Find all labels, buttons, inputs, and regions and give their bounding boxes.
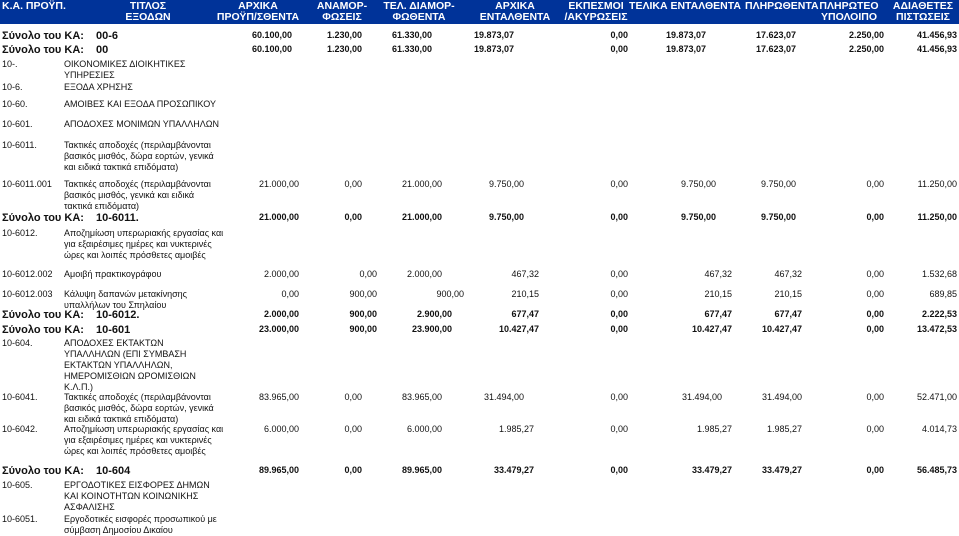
text-line: ΑΠΟΔΟΧΕΣ ΕΚΤΑΚΤΩΝ bbox=[64, 338, 164, 348]
text-line: ΦΩΣΕΙΣ bbox=[322, 11, 362, 23]
text-line: ΠΛΗΡΩΘΕΝΤΑ bbox=[745, 0, 819, 12]
amount-cell: 33.479,27 bbox=[761, 465, 802, 475]
amount-cell: 41.456,93 bbox=[916, 30, 957, 40]
amount-cell: 89.965,00 bbox=[258, 465, 299, 475]
amount-cell: 0,00 bbox=[344, 212, 362, 222]
text-line: ΑΠΟΔΟΧΕΣ ΜΟΝΙΜΩΝ ΥΠΑΛΛΗΛΩΝ bbox=[64, 119, 220, 129]
total-label: Σύνολο του ΚΑ: bbox=[2, 465, 84, 477]
header-initial-budget bbox=[212, 1, 304, 23]
text-line: ΑΔΙΑΘΕΤΕΣ bbox=[892, 0, 954, 12]
account-code: 10-6012. bbox=[2, 228, 38, 238]
amount-cell: 0,00 bbox=[610, 424, 628, 434]
amount-cell: 41.456,93 bbox=[916, 44, 957, 54]
amount-cell: 2.250,00 bbox=[848, 44, 884, 54]
amount-cell: 21.000,00 bbox=[258, 179, 299, 189]
amount-cell: 61.330,00 bbox=[391, 44, 432, 54]
header-paid bbox=[745, 0, 819, 12]
amount-cell: 0,00 bbox=[610, 309, 628, 319]
text-line: βασικός μισθός, δώρα εορτών, γενικά bbox=[64, 403, 214, 413]
amount-cell: 210,15 bbox=[704, 289, 732, 299]
account-code: 10-601. bbox=[2, 119, 33, 129]
amount-cell: 0,00 bbox=[281, 289, 299, 299]
amount-cell: 89.965,00 bbox=[401, 465, 442, 475]
amount-cell: 13.472,53 bbox=[916, 324, 957, 334]
header-payable-balance bbox=[815, 1, 883, 23]
amount-cell: 11.250,00 bbox=[917, 212, 957, 222]
header-unallocated-credits bbox=[888, 1, 958, 23]
amount-cell: 0,00 bbox=[866, 269, 884, 279]
account-title bbox=[64, 269, 161, 280]
amount-cell: 0,00 bbox=[610, 392, 628, 402]
amount-cell: 9.750,00 bbox=[760, 179, 796, 189]
amount-cell: 0,00 bbox=[610, 289, 628, 299]
amount-cell: 0,00 bbox=[866, 324, 884, 334]
total-label: Σύνολο του ΚΑ: bbox=[2, 30, 84, 42]
text-line: υπαλλήλων του Σπηλαίου bbox=[64, 300, 167, 310]
amount-cell: 9.750,00 bbox=[488, 212, 524, 222]
text-line: και ειδικά τακτικά επιδόματα) bbox=[64, 414, 179, 424]
amount-cell: 689,85 bbox=[929, 289, 957, 299]
amount-cell: 467,32 bbox=[704, 269, 732, 279]
text-line: ΗΜΕΡΟΜΙΣΘΙΩΝ ΩΡΟΜΙΣΘΙΩΝ bbox=[64, 371, 196, 381]
text-line: ΤΕΛ. ΔΙΑΜΟΡ- bbox=[383, 0, 455, 12]
amount-cell: 1.985,27 bbox=[696, 424, 732, 434]
amount-cell: 0,00 bbox=[610, 30, 628, 40]
account-title bbox=[64, 179, 211, 212]
amount-cell: 677,47 bbox=[511, 309, 539, 319]
amount-cell: 4.014,73 bbox=[921, 424, 957, 434]
amount-cell: 0,00 bbox=[610, 44, 628, 54]
amount-cell: 61.330,00 bbox=[391, 30, 432, 40]
text-line: ΑΡΧΙΚΑ bbox=[238, 0, 278, 12]
amount-cell: 0,00 bbox=[866, 392, 884, 402]
amount-cell: 60.100,00 bbox=[251, 30, 292, 40]
amount-cell: 900,00 bbox=[349, 324, 377, 334]
amount-cell: 21.000,00 bbox=[258, 212, 299, 222]
total-label: Σύνολο του ΚΑ: bbox=[2, 309, 84, 321]
account-code: 10-6041. bbox=[2, 392, 38, 402]
amount-cell: 11.250,00 bbox=[917, 179, 957, 189]
amount-cell: 21.000,00 bbox=[401, 179, 442, 189]
text-line: ΠΙΣΤΩΣΕΙΣ bbox=[896, 11, 950, 23]
text-line: Αποζημίωση υπερωριακής εργασίας και bbox=[64, 424, 224, 434]
account-title bbox=[64, 82, 133, 93]
amount-cell: 10.427,47 bbox=[761, 324, 802, 334]
amount-cell: 0,00 bbox=[344, 392, 362, 402]
text-line: ΑΜΟΙΒΕΣ ΚΑΙ ΕΞΟΔΑ ΠΡΟΣΩΠΙΚΟΥ bbox=[64, 99, 216, 109]
amount-cell: 677,47 bbox=[704, 309, 732, 319]
amount-cell: 1.985,27 bbox=[766, 424, 802, 434]
text-line: για εξαιρέσιμες ημέρες και νυκτερινές bbox=[64, 435, 212, 445]
amount-cell: 0,00 bbox=[866, 289, 884, 299]
text-line: ΥΠΗΡΕΣΙΕΣ bbox=[64, 70, 115, 80]
text-line: ΕΞΟΔΩΝ bbox=[125, 11, 171, 23]
account-title bbox=[64, 289, 187, 311]
amount-cell: 210,15 bbox=[511, 289, 539, 299]
text-line: ώρες και λοιπές πρόσθετες αμοιβές bbox=[64, 446, 206, 456]
amount-cell: 17.623,07 bbox=[755, 44, 796, 54]
amount-cell: 1.985,27 bbox=[498, 424, 534, 434]
text-line: /ΑΚΥΡΩΣΕΙΣ bbox=[564, 11, 628, 23]
text-line: ΦΩΘΕΝΤΑ bbox=[392, 11, 446, 23]
account-code: 10-6042. bbox=[2, 424, 38, 434]
amount-cell: 677,47 bbox=[774, 309, 802, 319]
text-line: Τακτικές αποδοχές (περιλαμβάνονται bbox=[64, 179, 211, 189]
amount-cell: 6.000,00 bbox=[406, 424, 442, 434]
account-code: 10-60. bbox=[2, 99, 28, 109]
account-title bbox=[64, 59, 185, 81]
report-header bbox=[0, 0, 959, 24]
amount-cell: 31.494,00 bbox=[681, 392, 722, 402]
account-code: 10-6011. bbox=[2, 140, 37, 150]
total-code: 10-601 bbox=[96, 324, 131, 336]
total-label: Σύνολο του ΚΑ: bbox=[2, 212, 84, 224]
amount-cell: 210,15 bbox=[774, 289, 802, 299]
account-code: 10-. bbox=[2, 59, 18, 69]
header-final-amended bbox=[376, 1, 462, 23]
account-title bbox=[64, 119, 219, 130]
amount-cell: 900,00 bbox=[349, 289, 377, 299]
total-label: Σύνολο του ΚΑ: bbox=[2, 324, 84, 336]
amount-cell: 467,32 bbox=[511, 269, 539, 279]
amount-cell: 83.965,00 bbox=[401, 392, 442, 402]
amount-cell: 1.230,00 bbox=[326, 44, 362, 54]
amount-cell: 0,00 bbox=[866, 424, 884, 434]
amount-cell: 0,00 bbox=[344, 465, 362, 475]
account-title bbox=[64, 99, 216, 110]
total-code: 10-604 bbox=[96, 465, 131, 477]
account-code: 10-604. bbox=[2, 338, 33, 348]
account-title bbox=[64, 140, 214, 173]
amount-cell: 17.623,07 bbox=[755, 30, 796, 40]
text-line: ΑΣΦΑΛΙΣΗΣ bbox=[64, 502, 115, 512]
text-line: Τακτικές αποδοχές (περιλαμβάνονται bbox=[64, 392, 211, 402]
amount-cell: 19.873,07 bbox=[473, 44, 514, 54]
amount-cell: 0,00 bbox=[866, 212, 884, 222]
account-title bbox=[64, 338, 196, 393]
total-code: 00 bbox=[96, 44, 109, 56]
text-line: ΑΝΑΜΟΡ- bbox=[316, 0, 368, 12]
amount-cell: 33.479,27 bbox=[691, 465, 732, 475]
amount-cell: 23.900,00 bbox=[411, 324, 452, 334]
text-line: ΕΝΤΑΛΘΕΝΤΑ bbox=[479, 11, 551, 23]
amount-cell: 0,00 bbox=[866, 309, 884, 319]
text-line: τακτικά επιδόματα) bbox=[64, 201, 140, 211]
text-line: Αμοιβή πρακτικογράφου bbox=[64, 269, 162, 279]
text-line: Αποζημίωση υπερωριακής εργασίας και bbox=[64, 228, 224, 238]
text-line: Κάλυψη δαπανών μετακίνησης bbox=[64, 289, 187, 299]
text-line: ΥΠΑΛΛΗΛΩΝ (ΕΠΙ ΣΥΜΒΑΣΗ bbox=[64, 349, 187, 359]
amount-cell: 0,00 bbox=[866, 179, 884, 189]
header-final-ordered bbox=[623, 1, 747, 12]
account-code: 10-6012.003 bbox=[2, 289, 53, 299]
amount-cell: 1.230,00 bbox=[326, 30, 362, 40]
amount-cell: 0,00 bbox=[344, 179, 362, 189]
amount-cell: 6.000,00 bbox=[263, 424, 299, 434]
amount-cell: 0,00 bbox=[610, 212, 628, 222]
text-line: ΕΚΠΕΣΜΟΙ bbox=[568, 0, 624, 12]
amount-cell: 9.750,00 bbox=[760, 212, 796, 222]
text-line: Κ.Λ.Π.) bbox=[64, 382, 94, 392]
amount-cell: 2.000,00 bbox=[263, 309, 299, 319]
amount-cell: 52.471,00 bbox=[916, 392, 957, 402]
text-line: ΕΡΓΟΔΟΤΙΚΕΣ ΕΙΣΦΟΡΕΣ ΔΗΜΩΝ bbox=[64, 480, 210, 490]
text-line: βασικός μισθός, δώρα εορτών, γενικά bbox=[64, 151, 214, 161]
amount-cell: 31.494,00 bbox=[761, 392, 802, 402]
amount-cell: 0,00 bbox=[610, 324, 628, 334]
total-code: 10-6012. bbox=[96, 309, 140, 321]
text-line: βασικός μισθός, γενικά και ειδικά bbox=[64, 190, 195, 200]
amount-cell: 19.873,07 bbox=[665, 30, 706, 40]
header-amendments bbox=[312, 1, 372, 23]
amount-cell: 33.479,27 bbox=[493, 465, 534, 475]
amount-cell: 1.532,68 bbox=[921, 269, 957, 279]
text-line: ώρες και λοιπές πρόσθετες αμοιβές bbox=[64, 250, 206, 260]
account-code: 10-6. bbox=[2, 82, 23, 92]
amount-cell: 467,32 bbox=[774, 269, 802, 279]
amount-cell: 900,00 bbox=[436, 289, 464, 299]
text-line: Κ.Α. ΠΡΟΫΠ. bbox=[2, 0, 66, 12]
amount-cell: 2.222,53 bbox=[921, 309, 957, 319]
amount-cell: 2.000,00 bbox=[406, 269, 442, 279]
amount-cell: 19.873,07 bbox=[665, 44, 706, 54]
account-title bbox=[64, 424, 223, 457]
text-line: ΠΡΟΫΠ/ΣΘΕΝΤΑ bbox=[216, 11, 300, 23]
amount-cell: 56.485,73 bbox=[916, 465, 957, 475]
text-line: ΕΚΤΑΚΤΩΝ ΥΠΑΛΛΗΛΩΝ, bbox=[64, 360, 173, 370]
amount-cell: 60.100,00 bbox=[251, 44, 292, 54]
amount-cell: 2.900,00 bbox=[416, 309, 452, 319]
account-title bbox=[64, 228, 223, 261]
text-line: ΕΞΟΔΑ ΧΡΗΣΗΣ bbox=[64, 82, 133, 92]
amount-cell: 83.965,00 bbox=[258, 392, 299, 402]
text-line: ΚΑΙ ΚΟΙΝΟΤΗΤΩΝ ΚΟΙΝΩΝΙΚΗΣ bbox=[64, 491, 199, 501]
text-line: ΠΛΗΡΩΤΕΟ bbox=[819, 0, 879, 12]
amount-cell: 0,00 bbox=[610, 179, 628, 189]
text-line: Εργοδοτικές εισφορές προσωπικού με bbox=[64, 514, 217, 524]
text-line: ΤΙΤΛΟΣ bbox=[129, 0, 167, 12]
text-line: σύμβαση Δημοσίου Δικαίου bbox=[64, 525, 173, 535]
header-initial-ordered bbox=[475, 1, 555, 23]
amount-cell: 21.000,00 bbox=[401, 212, 442, 222]
total-code: 00-6 bbox=[96, 30, 119, 42]
text-line: Τακτικές αποδοχές (περιλαμβάνονται bbox=[64, 140, 211, 150]
account-code: 10-605. bbox=[2, 480, 33, 490]
total-label: Σύνολο του ΚΑ: bbox=[2, 44, 84, 56]
amount-cell: 9.750,00 bbox=[680, 212, 716, 222]
total-code: 10-6011. bbox=[96, 212, 139, 224]
amount-cell: 9.750,00 bbox=[488, 179, 524, 189]
account-title bbox=[64, 392, 214, 425]
text-line: για εξαιρέσιμες ημέρες και νυκτερινές bbox=[64, 239, 212, 249]
account-code: 10-6012.002 bbox=[2, 269, 53, 279]
amount-cell: 0,00 bbox=[344, 424, 362, 434]
amount-cell: 900,00 bbox=[349, 309, 377, 319]
amount-cell: 10.427,47 bbox=[498, 324, 539, 334]
amount-cell: 19.873,07 bbox=[473, 30, 514, 40]
text-line: ΟΙΚΟΝΟΜΙΚΕΣ ΔΙΟΙΚΗΤΙΚΕΣ bbox=[64, 59, 186, 69]
header-ka bbox=[2, 1, 66, 12]
amount-cell: 0,00 bbox=[866, 465, 884, 475]
header-title bbox=[118, 1, 178, 23]
amount-cell: 0,00 bbox=[359, 269, 377, 279]
account-title bbox=[64, 480, 210, 513]
amount-cell: 0,00 bbox=[610, 269, 628, 279]
text-line: ΤΕΛΙΚΑ ΕΝΤΑΛΘΕΝΤΑ bbox=[629, 0, 741, 12]
text-line: ΥΠΟΛΟΙΠΟ bbox=[820, 11, 878, 23]
amount-cell: 0,00 bbox=[610, 465, 628, 475]
amount-cell: 23.000,00 bbox=[258, 324, 299, 334]
amount-cell: 2.000,00 bbox=[263, 269, 299, 279]
text-line: και ειδικά τακτικά επιδόματα) bbox=[64, 162, 179, 172]
account-code: 10-6051. bbox=[2, 514, 38, 524]
account-code: 10-6011.001 bbox=[2, 179, 52, 189]
amount-cell: 9.750,00 bbox=[680, 179, 716, 189]
text-line: ΑΡΧΙΚΑ bbox=[495, 0, 535, 12]
amount-cell: 2.250,00 bbox=[848, 30, 884, 40]
amount-cell: 10.427,47 bbox=[691, 324, 732, 334]
account-title bbox=[64, 514, 217, 536]
amount-cell: 31.494,00 bbox=[483, 392, 524, 402]
